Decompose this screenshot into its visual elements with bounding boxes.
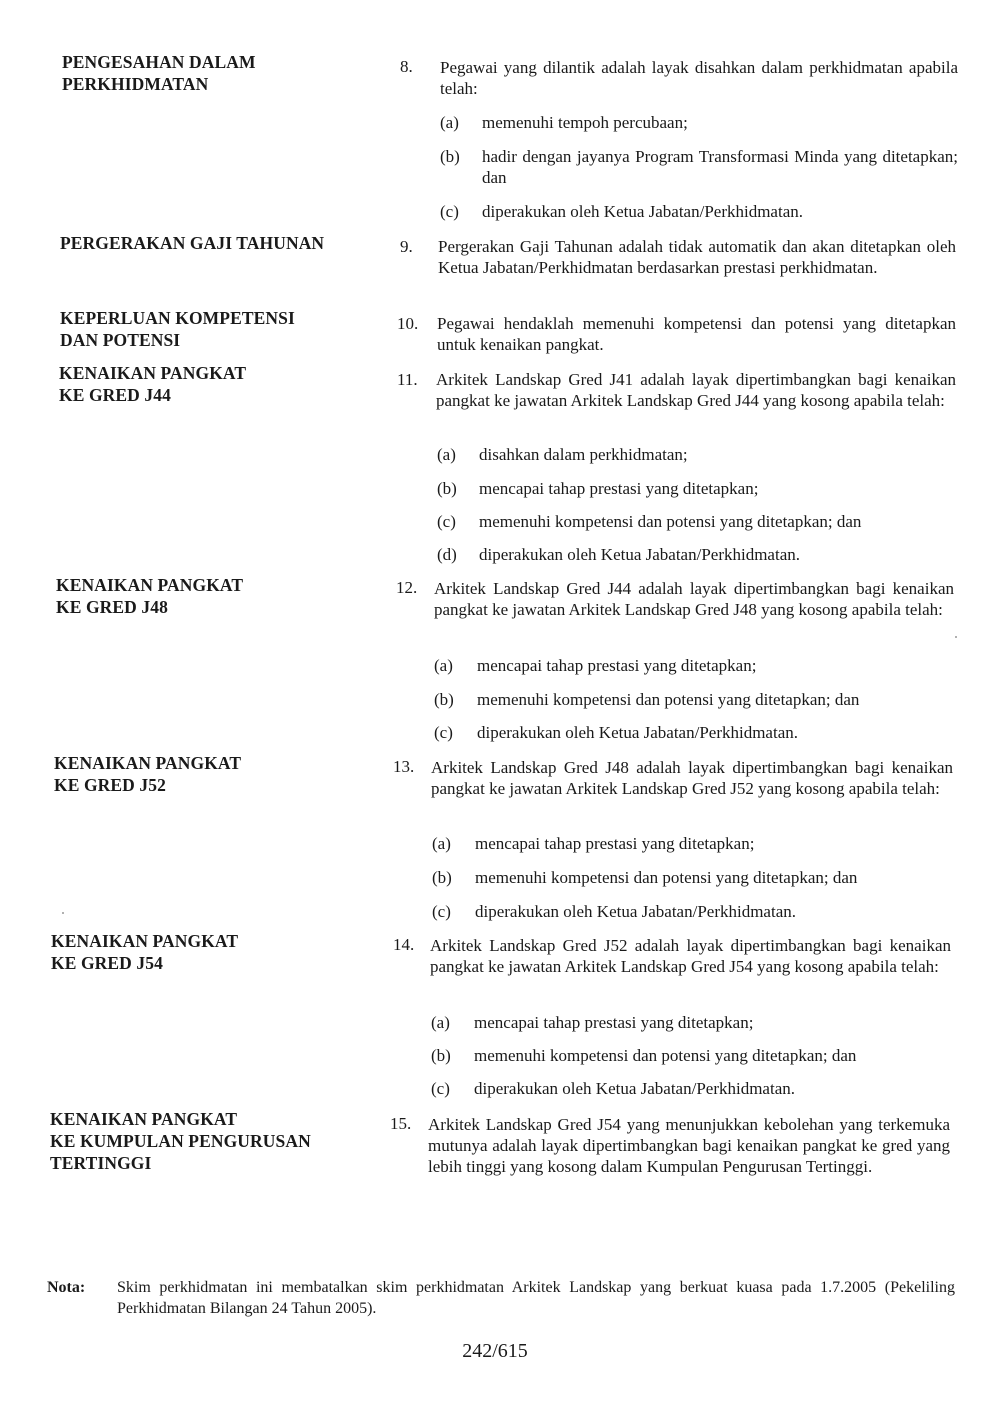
- section-heading: KENAIKAN PANGKAT KE KUMPULAN PENGURUSAN TERTINGGI: [50, 1109, 311, 1173]
- scan-speck: [955, 636, 957, 638]
- section-heading: KENAIKAN PANGKAT KE GRED J48: [56, 575, 244, 617]
- sub-item: (c) memenuhi kompetensi dan potensi yang ditetapkan; dan: [437, 512, 862, 531]
- sub-item: (a) mencapai tahap prestasi yang ditetapkan;: [432, 834, 755, 853]
- clause-number: 10.: [397, 314, 419, 333]
- section-heading: PENGESAHAN DALAM PERKHIDMATAN: [62, 52, 256, 94]
- clause-number: 13.: [393, 757, 415, 776]
- scan-speck: [62, 912, 64, 914]
- sub-item: (b) hadir dengan jayanya Program Transformasi Minda yang ditetapkan; dan: [440, 147, 958, 187]
- sub-item: (b) memenuhi kompetensi dan potensi yang ditetapkan; dan: [431, 1046, 857, 1065]
- sub-item: (c) diperakukan oleh Ketua Jabatan/Perkhidmatan.: [432, 902, 796, 921]
- sub-item: (b) memenuhi kompetensi dan potensi yang ditetapkan; dan: [434, 690, 860, 709]
- sub-item: (b) memenuhi kompetensi dan potensi yang ditetapkan; dan: [432, 868, 858, 887]
- clause-text: Pergerakan Gaji Tahunan adalah tidak automatik dan akan ditetapkan oleh Ketua Jabatan/Perkhidmatan berdasarkan prestasi perkhidmatan.: [438, 237, 956, 277]
- section-heading: KENAIKAN PANGKAT KE GRED J52: [54, 753, 242, 795]
- clause-text: Arkitek Landskap Gred J52 adalah layak dipertimbangkan bagi kenaikan pangkat ke jawatan Arkitek Landskap Gred J54 yang kosong apabila telah:: [430, 936, 951, 976]
- clause-text: Arkitek Landskap Gred J41 adalah layak dipertimbangkan bagi kenaikan pangkat ke jawatan Arkitek Landskap Gred J44 yang kosong apabila telah:: [436, 370, 956, 410]
- sub-item: (c) diperakukan oleh Ketua Jabatan/Perkhidmatan.: [440, 202, 803, 221]
- note-label: Nota:: [47, 1279, 86, 1296]
- clause-number: 8.: [400, 57, 413, 76]
- clause-text: Pegawai yang dilantik adalah layak disahkan dalam perkhidmatan apabila telah:: [440, 58, 958, 98]
- clause-text: Pegawai hendaklah memenuhi kompetensi dan potensi yang ditetapkan untuk kenaikan pangkat.: [437, 314, 956, 354]
- sub-item: (a) memenuhi tempoh percubaan;: [440, 113, 688, 132]
- clause-text: Arkitek Landskap Gred J54 yang menunjukkan kebolehan yang terkemuka mutunya adalah layak dipertimbangkan bagi kenaikan pangkat ke gred yang lebih tinggi yang kosong dalam Kumpulan Pengurusan Tertinggi.: [428, 1115, 950, 1176]
- sub-item: (d) diperakukan oleh Ketua Jabatan/Perkhidmatan.: [437, 545, 800, 564]
- sub-item: (b) mencapai tahap prestasi yang ditetapkan;: [437, 479, 759, 498]
- sub-item: (c) diperakukan oleh Ketua Jabatan/Perkhidmatan.: [431, 1079, 795, 1098]
- section-heading: PERGERAKAN GAJI TAHUNAN: [60, 233, 325, 253]
- clause-number: 12.: [396, 578, 418, 597]
- sub-item: (a) disahkan dalam perkhidmatan;: [437, 445, 688, 464]
- section-heading: KENAIKAN PANGKAT KE GRED J54: [51, 931, 239, 973]
- section-heading: KENAIKAN PANGKAT KE GRED J44: [59, 363, 247, 405]
- section-heading: KEPERLUAN KOMPETENSI DAN POTENSI: [60, 308, 295, 350]
- note-text: Skim perkhidmatan ini membatalkan skim perkhidmatan Arkitek Landskap yang berkuat kuasa pada 1.7.2005 (Pekeliling Perkhidmatan Bilangan 24 Tahun 2005).: [117, 1279, 955, 1317]
- clause-number: 14.: [393, 935, 415, 954]
- sub-item: (c) diperakukan oleh Ketua Jabatan/Perkhidmatan.: [434, 723, 798, 742]
- sub-item: (a) mencapai tahap prestasi yang ditetapkan;: [434, 656, 757, 675]
- sub-item: (a) mencapai tahap prestasi yang ditetapkan;: [431, 1013, 754, 1032]
- clause-number: 11.: [397, 370, 418, 389]
- page-number: 242/615: [462, 1340, 528, 1362]
- clause-number: 15.: [390, 1114, 412, 1133]
- clause-text: Arkitek Landskap Gred J48 adalah layak dipertimbangkan bagi kenaikan pangkat ke jawatan Arkitek Landskap Gred J52 yang kosong apabila telah:: [431, 758, 953, 798]
- clause-text: Arkitek Landskap Gred J44 adalah layak dipertimbangkan bagi kenaikan pangkat ke jawatan Arkitek Landskap Gred J48 yang kosong apabila telah:: [434, 579, 954, 619]
- clause-number: 9.: [400, 237, 413, 256]
